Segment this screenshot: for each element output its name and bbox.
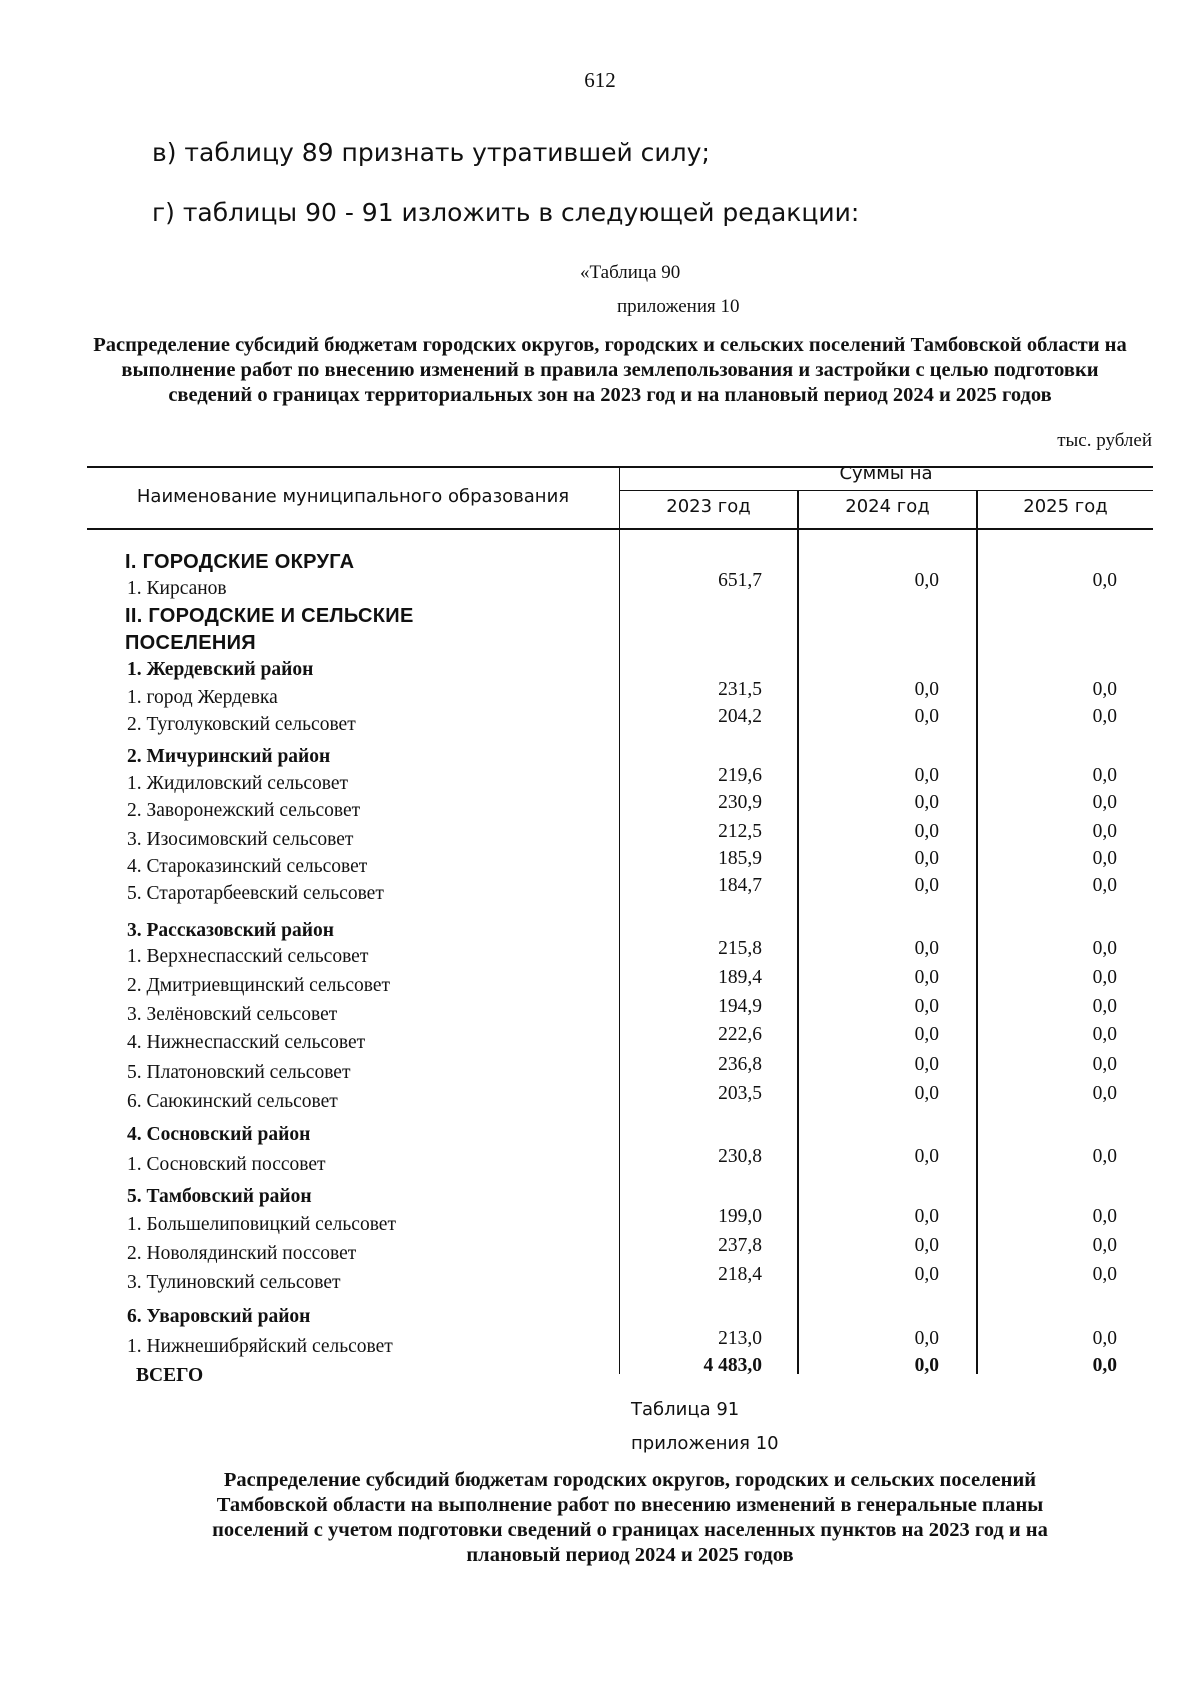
table-row <box>0 967 1200 1003</box>
row-name: 1. Сосновский поссовет <box>127 1154 326 1175</box>
row-value-2024: 0,0 <box>914 1328 939 1349</box>
row-value-2023: 651,7 <box>718 570 762 591</box>
row-value-2023: 199,0 <box>718 1206 762 1227</box>
row-value-2024: 0,0 <box>914 1355 939 1376</box>
table-section-row <box>0 632 1200 660</box>
row-value-2023: 4 483,0 <box>703 1355 762 1376</box>
table-section-row <box>0 605 1200 633</box>
row-name: 1. Большелиповицкий сельсовет <box>127 1214 396 1235</box>
row-value-2024: 0,0 <box>914 792 939 813</box>
row-value-2025: 0,0 <box>1092 706 1117 727</box>
row-name: ПОСЕЛЕНИЯ <box>125 632 256 654</box>
row-value-2024: 0,0 <box>914 570 939 591</box>
row-name: 6. Уваровский район <box>127 1306 311 1327</box>
row-value-2024: 0,0 <box>914 1146 939 1167</box>
row-name: II. ГОРОДСКИЕ И СЕЛЬСКИЕ <box>125 605 414 627</box>
row-value-2025: 0,0 <box>1092 792 1117 813</box>
row-name: 5. Платоновский сельсовет <box>127 1062 351 1083</box>
row-name: 1. Жидиловский сельсовет <box>127 773 349 794</box>
row-value-2025: 0,0 <box>1092 1264 1117 1285</box>
row-value-2025: 0,0 <box>1092 1355 1117 1376</box>
row-value-2025: 0,0 <box>1092 875 1117 896</box>
table-row <box>0 1083 1200 1119</box>
row-value-2023: 184,7 <box>718 875 762 896</box>
row-value-2024: 0,0 <box>914 706 939 727</box>
header-year-2025: 2025 год <box>1023 496 1108 517</box>
row-name: 4. Староказинский сельсовет <box>127 856 368 877</box>
units-label: тыс. рублей <box>1057 430 1152 451</box>
row-name: 2. Заворонежский сельсовет <box>127 800 361 821</box>
table-section-row <box>0 920 1200 948</box>
table-section-row <box>0 1306 1200 1334</box>
row-value-2024: 0,0 <box>914 938 939 959</box>
row-value-2024: 0,0 <box>914 996 939 1017</box>
row-value-2024: 0,0 <box>914 967 939 988</box>
row-value-2023: 189,4 <box>718 967 762 988</box>
table-row <box>0 792 1200 828</box>
table90-title: Распределение субсидий бюджетам городских округов, городских и сельских поселений Тамбовской области на выполнение работ по внесению изменений в правила землепользования и застройки с целью подготовки сведений о границах территориальных зон на 2023 год и на плановый период 2024 и 2025 годов <box>93 334 1127 406</box>
row-value-2024: 0,0 <box>914 875 939 896</box>
table-row <box>0 706 1200 742</box>
row-name: 2. Мичуринский район <box>127 746 331 767</box>
row-name: 1. Нижнешибряйский сельсовет <box>127 1336 393 1357</box>
row-name: 2. Туголуковский сельсовет <box>127 714 356 735</box>
row-value-2024: 0,0 <box>914 1083 939 1104</box>
row-value-2025: 0,0 <box>1092 1054 1117 1075</box>
row-name: 3. Зелёновский сельсовет <box>127 1004 338 1025</box>
table91-ref-line2: приложения 10 <box>631 1433 779 1454</box>
row-value-2025: 0,0 <box>1092 848 1117 869</box>
table-row <box>0 679 1200 715</box>
header-name-column: Наименование муниципального образования <box>136 486 570 507</box>
row-name: 3. Изосимовский сельсовет <box>127 829 354 850</box>
table-section-row <box>0 1124 1200 1152</box>
row-value-2024: 0,0 <box>914 1264 939 1285</box>
row-value-2023: 218,4 <box>718 1264 762 1285</box>
row-name: 1. Верхнеспасский сельсовет <box>127 946 369 967</box>
table91-ref-line1: Таблица 91 <box>631 1399 740 1420</box>
row-value-2025: 0,0 <box>1092 1206 1117 1227</box>
row-value-2023: 230,8 <box>718 1146 762 1167</box>
row-name: I. ГОРОДСКИЕ ОКРУГА <box>125 551 355 573</box>
row-name: 5. Тамбовский район <box>127 1186 312 1207</box>
row-name: ВСЕГО <box>136 1365 204 1386</box>
table-row <box>0 1235 1200 1271</box>
row-name: 5. Старотарбеевский сельсовет <box>127 883 384 904</box>
row-value-2025: 0,0 <box>1092 765 1117 786</box>
table-row <box>0 821 1200 857</box>
row-name: 4. Сосновский район <box>127 1124 311 1145</box>
row-name: 3. Рассказовский район <box>127 920 334 941</box>
row-value-2025: 0,0 <box>1092 679 1117 700</box>
table-row <box>0 1024 1200 1060</box>
row-value-2025: 0,0 <box>1092 1024 1117 1045</box>
header-year-2023: 2023 год <box>666 496 751 517</box>
row-value-2024: 0,0 <box>914 679 939 700</box>
row-value-2023: 203,5 <box>718 1083 762 1104</box>
table-row <box>0 875 1200 911</box>
row-value-2024: 0,0 <box>914 821 939 842</box>
row-value-2023: 213,0 <box>718 1328 762 1349</box>
table-row <box>0 1264 1200 1300</box>
row-name: 3. Тулиновский сельсовет <box>127 1272 341 1293</box>
row-name: 4. Нижнеспасский сельсовет <box>127 1032 366 1053</box>
row-value-2025: 0,0 <box>1092 1328 1117 1349</box>
row-value-2025: 0,0 <box>1092 938 1117 959</box>
row-value-2024: 0,0 <box>914 1235 939 1256</box>
row-value-2024: 0,0 <box>914 1206 939 1227</box>
row-name: 1. Кирсанов <box>127 578 227 599</box>
row-value-2023: 194,9 <box>718 996 762 1017</box>
table-row <box>0 1054 1200 1090</box>
table-section-row <box>0 551 1200 579</box>
header-sums-group: Суммы на <box>839 463 933 484</box>
intro-paragraph-g: г) таблицы 90 - 91 изложить в следующей редакции: <box>152 198 860 227</box>
row-name: 1. Жердевский район <box>127 659 314 680</box>
row-value-2025: 0,0 <box>1092 1235 1117 1256</box>
row-value-2023: 185,9 <box>718 848 762 869</box>
row-value-2023: 236,8 <box>718 1054 762 1075</box>
table-total-row <box>0 1355 1200 1393</box>
row-value-2023: 215,8 <box>718 938 762 959</box>
row-value-2025: 0,0 <box>1092 996 1117 1017</box>
row-name: 2. Дмитриевщинский сельсовет <box>127 975 390 996</box>
row-value-2025: 0,0 <box>1092 821 1117 842</box>
table91-title: Распределение субсидий бюджетам городских округов, городских и сельских поселений Тамбовской области на выполнение работ по внесению изменений в генеральные планы поселений с учетом подготовки сведений о границах населенных пунктов на 2023 год и на плановый период 2024 и 2025 годов <box>212 1469 1048 1566</box>
table-row <box>0 765 1200 801</box>
row-name: 1. город Жердевка <box>127 687 278 708</box>
row-value-2025: 0,0 <box>1092 1146 1117 1167</box>
table-row <box>0 1146 1200 1182</box>
row-value-2024: 0,0 <box>914 1054 939 1075</box>
table-row <box>0 570 1200 606</box>
row-name: 2. Новолядинский поссовет <box>127 1243 357 1264</box>
table90-ref-line2: приложения 10 <box>617 296 740 317</box>
row-value-2024: 0,0 <box>914 1024 939 1045</box>
row-value-2025: 0,0 <box>1092 570 1117 591</box>
table-row <box>0 938 1200 974</box>
table-section-row <box>0 1186 1200 1214</box>
table-row <box>0 1328 1200 1364</box>
row-value-2025: 0,0 <box>1092 967 1117 988</box>
header-year-2024: 2024 год <box>845 496 930 517</box>
row-value-2023: 237,8 <box>718 1235 762 1256</box>
row-value-2024: 0,0 <box>914 765 939 786</box>
row-value-2025: 0,0 <box>1092 1083 1117 1104</box>
row-value-2023: 204,2 <box>718 706 762 727</box>
page-number: 612 <box>584 68 616 92</box>
intro-paragraph-v: в) таблицу 89 признать утратившей силу; <box>152 138 710 167</box>
table-row <box>0 1206 1200 1242</box>
row-value-2024: 0,0 <box>914 848 939 869</box>
row-value-2023: 212,5 <box>718 821 762 842</box>
row-value-2023: 230,9 <box>718 792 762 813</box>
table-section-row <box>0 659 1200 687</box>
table-row <box>0 848 1200 884</box>
table-row <box>0 996 1200 1032</box>
row-name: 6. Саюкинский сельсовет <box>127 1091 338 1112</box>
row-value-2023: 222,6 <box>718 1024 762 1045</box>
row-value-2023: 231,5 <box>718 679 762 700</box>
row-value-2023: 219,6 <box>718 765 762 786</box>
table-section-row <box>0 746 1200 774</box>
table90-ref-line1: «Таблица 90 <box>580 262 681 283</box>
